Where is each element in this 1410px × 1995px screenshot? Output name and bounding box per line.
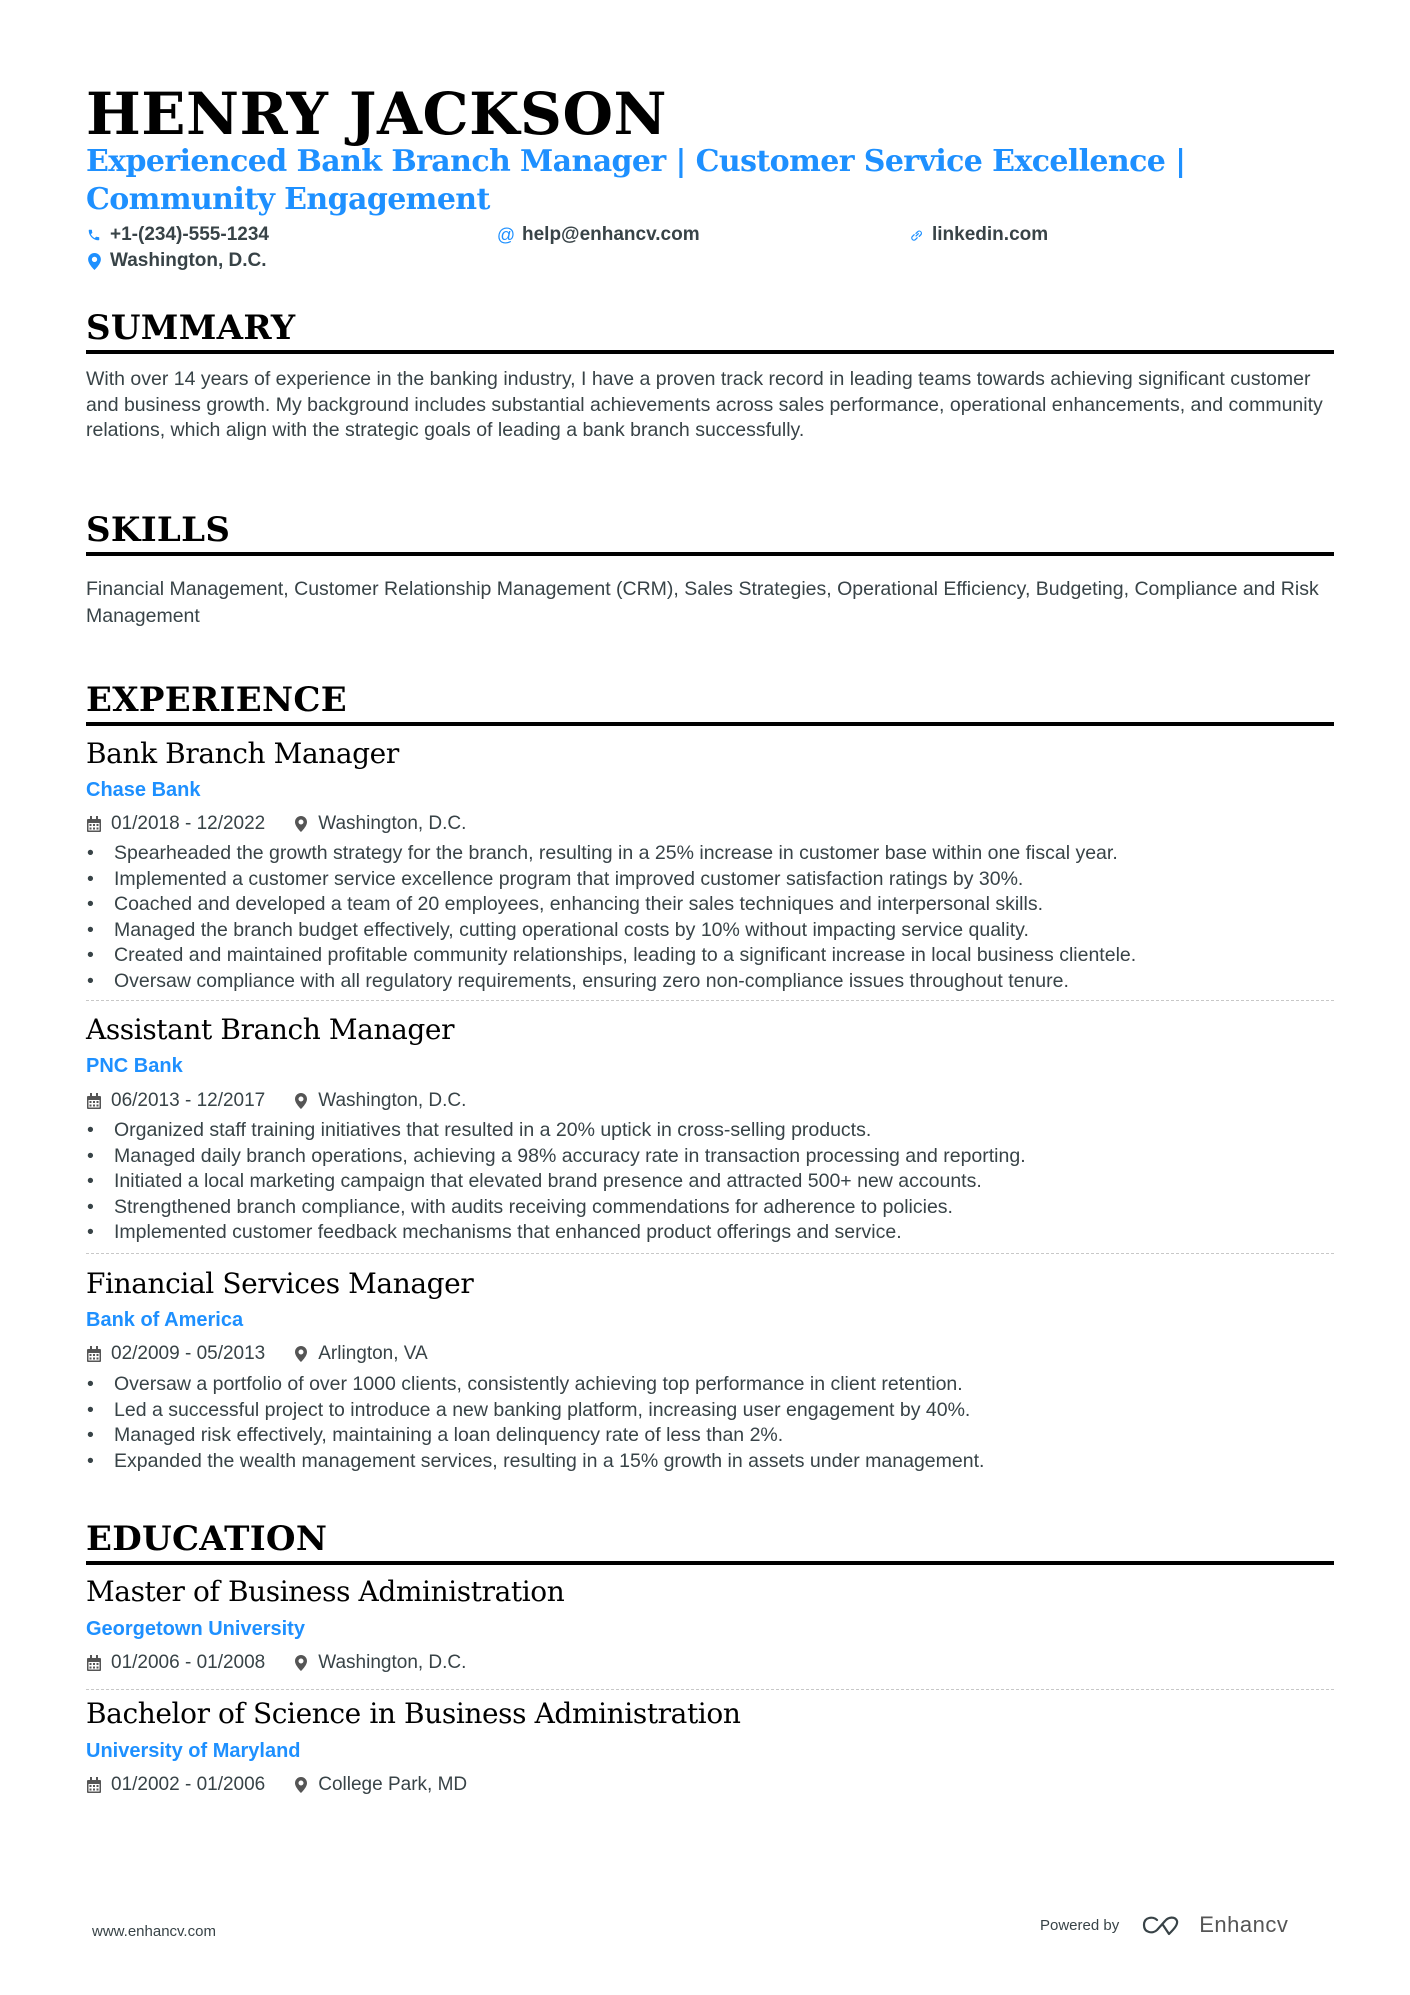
link-icon xyxy=(908,226,924,244)
job-bullets xyxy=(86,841,1334,995)
location-pin-icon xyxy=(293,815,309,833)
job-location: Washington, D.C. xyxy=(318,813,467,834)
education-item-divider xyxy=(86,1689,1334,1690)
summary-heading: SUMMARY xyxy=(86,308,296,348)
job-dates: 02/2009 - 05/2013 xyxy=(111,1343,266,1364)
education-meta xyxy=(86,1651,466,1675)
company-name: Bank of America xyxy=(86,1309,244,1331)
bullet-item: • Led a successful project to introduce a new banking platform, increasing user engagement by 40%. xyxy=(86,1398,1334,1424)
school-name: University of Maryland xyxy=(86,1740,301,1762)
contact-location xyxy=(86,249,267,273)
contact-phone xyxy=(86,223,269,247)
skills-divider xyxy=(86,552,1334,556)
calendar-icon xyxy=(86,1776,102,1794)
school-name: Georgetown University xyxy=(86,1618,305,1640)
linkedin-text[interactable]: linkedin.com xyxy=(932,224,1049,245)
bullet-item: • Initiated a local marketing campaign that elevated brand presence and attracted 500+ new accounts. xyxy=(86,1169,1334,1195)
bullet-item: • Expanded the wealth management services, resulting in a 15% growth in assets under management. xyxy=(86,1449,1334,1475)
summary-text: With over 14 years of experience in the banking industry, I have a proven track record in leading teams towards achieving significant customer and business growth. My background includes substantial achievements across sales performance, operational enhancements, and community relations, which align with the strategic goals of leading a bank branch successfully. xyxy=(86,368,1323,441)
bullet-item: • Managed risk effectively, maintaining a loan delinquency rate of less than 2%. xyxy=(86,1423,1334,1449)
job-title: Assistant Branch Manager xyxy=(86,1013,455,1046)
calendar-icon xyxy=(86,1654,102,1672)
location-pin-icon xyxy=(293,1092,309,1110)
location-pin-icon xyxy=(86,252,102,270)
job-meta xyxy=(86,1342,428,1366)
education-divider xyxy=(86,1561,1334,1565)
company-name: PNC Bank xyxy=(86,1055,183,1077)
powered-by-text: Powered by xyxy=(1040,1916,1120,1934)
location-text: Washington, D.C. xyxy=(110,250,267,271)
bullet-item: • Implemented a customer service excellence program that improved customer satisfaction ratings by 30%. xyxy=(86,867,1334,893)
calendar-icon xyxy=(86,815,102,833)
contact-email[interactable] xyxy=(498,223,700,247)
location-pin-icon xyxy=(293,1654,309,1672)
bullet-item: • Coached and developed a team of 20 employees, enhancing their sales techniques and interpersonal skills. xyxy=(86,892,1334,918)
skills-text: Financial Management, Customer Relationship Management (CRM), Sales Strategies, Operational Efficiency, Budgeting, Compliance and Risk Management xyxy=(86,578,1319,627)
summary-divider xyxy=(86,350,1334,354)
degree-title: Bachelor of Science in Business Administration xyxy=(86,1697,741,1730)
bullet-item: • Oversaw compliance with all regulatory requirements, ensuring zero non-compliance issues throughout tenure. xyxy=(86,969,1334,995)
bullet-item: • Organized staff training initiatives that resulted in a 20% uptick in cross-selling products. xyxy=(86,1118,1334,1144)
job-bullets xyxy=(86,1118,1334,1246)
bullet-item: • Oversaw a portfolio of over 1000 clients, consistently achieving top performance in client retention. xyxy=(86,1372,1334,1398)
degree-title: Master of Business Administration xyxy=(86,1575,565,1608)
at-icon: @ xyxy=(496,225,516,245)
company-name: Chase Bank xyxy=(86,779,201,801)
job-title: Bank Branch Manager xyxy=(86,737,399,770)
enhancv-brand-text: Enhancv xyxy=(1199,1912,1289,1937)
bullet-item: • Spearheaded the growth strategy for the branch, resulting in a 25% increase in customer base within one fiscal year. xyxy=(86,841,1334,867)
phone-text: +1-(234)-555-1234 xyxy=(110,224,269,245)
bullet-item: • Managed daily branch operations, achieving a 98% accuracy rate in transaction processing and reporting. xyxy=(86,1144,1334,1170)
experience-divider xyxy=(86,722,1334,726)
education-location: Washington, D.C. xyxy=(318,1652,467,1673)
skills-heading: SKILLS xyxy=(86,510,231,550)
job-bullets xyxy=(86,1372,1334,1474)
phone-icon xyxy=(86,226,102,244)
education-location: College Park, MD xyxy=(318,1774,468,1795)
experience-heading: EXPERIENCE xyxy=(86,680,347,720)
bullet-item: • Strengthened branch compliance, with audits receiving commendations for adherence to policies. xyxy=(86,1195,1334,1221)
candidate-name: HENRY JACKSON xyxy=(86,80,667,148)
location-pin-icon xyxy=(293,1345,309,1363)
job-meta xyxy=(86,812,466,836)
bullet-item: • Implemented customer feedback mechanisms that enhanced product offerings and service. xyxy=(86,1220,1334,1246)
education-dates: 01/2002 - 01/2006 xyxy=(111,1774,266,1795)
headline: Experienced Bank Branch Manager | Customer Service Excellence | Community Engagement xyxy=(86,144,1186,217)
education-meta xyxy=(86,1773,467,1797)
job-location: Arlington, VA xyxy=(318,1343,428,1364)
contact-linkedin[interactable] xyxy=(908,223,1048,247)
job-meta xyxy=(86,1089,466,1113)
calendar-icon xyxy=(86,1345,102,1363)
enhancv-logo-icon xyxy=(1141,1913,1187,1937)
calendar-icon xyxy=(86,1092,102,1110)
job-title: Financial Services Manager xyxy=(86,1267,474,1300)
job-dates: 01/2018 - 12/2022 xyxy=(111,813,266,834)
footer-website[interactable]: www.enhancv.com xyxy=(92,1923,216,1940)
job-dates: 06/2013 - 12/2017 xyxy=(111,1090,266,1111)
job-divider xyxy=(86,1000,1334,1001)
footer-powered-by xyxy=(1040,1912,1288,1938)
email-text[interactable]: help@enhancv.com xyxy=(522,224,700,245)
location-pin-icon xyxy=(293,1776,309,1794)
education-dates: 01/2006 - 01/2008 xyxy=(111,1652,266,1673)
education-heading: EDUCATION xyxy=(86,1519,328,1559)
bullet-item: • Created and maintained profitable community relationships, leading to a significant increase in local business clientele. xyxy=(86,943,1334,969)
bullet-item: • Managed the branch budget effectively, cutting operational costs by 10% without impacting service quality. xyxy=(86,918,1334,944)
job-location: Washington, D.C. xyxy=(318,1090,467,1111)
job-divider xyxy=(86,1253,1334,1254)
